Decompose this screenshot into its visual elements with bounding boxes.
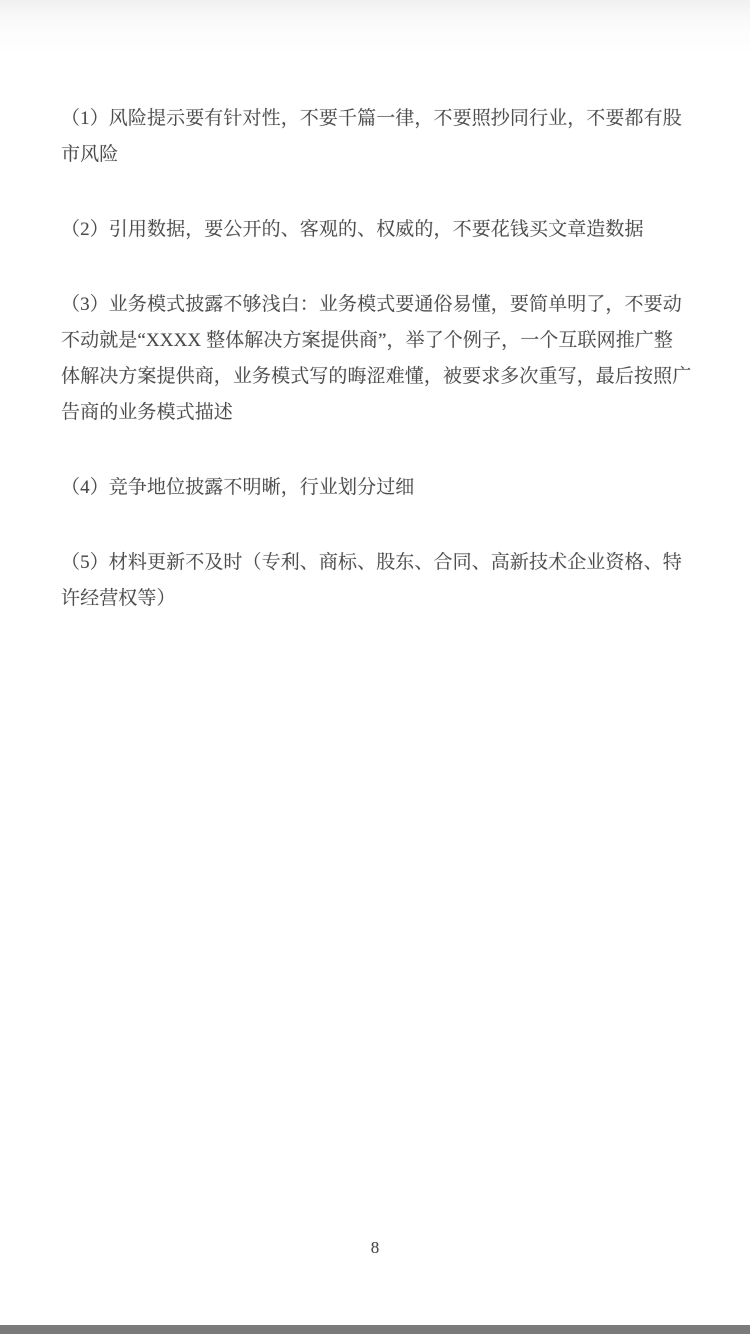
page-number: 8 — [370, 1238, 380, 1257]
paragraph-line: 不动就是“XXXX 整体解决方案提供商”，举了个例子，一个互联网推广整 — [61, 330, 674, 351]
list-item-5 — [61, 545, 689, 617]
paragraph-line: （3）业务模式披露不够浅白：业务模式要通俗易懂，要简单明了，不要动 — [61, 294, 682, 315]
paragraph-line: 告商的业务模式描述 — [61, 402, 233, 423]
paragraph-line: 市风险 — [61, 144, 119, 165]
list-item-2 — [61, 212, 689, 248]
bottom-edge-bar — [0, 1325, 750, 1334]
document-body — [0, 101, 750, 656]
paragraph-line: （5）材料更新不及时（专利、商标、股东、合同、高新技术企业资格、特 — [61, 552, 682, 573]
paragraph-line: 许经营权等） — [61, 588, 176, 609]
list-item-3 — [61, 287, 692, 431]
paragraph-line: （1）风险提示要有针对性，不要千篇一律，不要照抄同行业，不要都有股 — [61, 108, 682, 129]
list-item-1 — [61, 101, 689, 173]
paragraph-line: （4）竞争地位披露不明晰，行业划分过细 — [61, 477, 415, 498]
list-item-4 — [61, 470, 689, 506]
paragraph-line: 体解决方案提供商，业务模式写的晦涩难懂，被要求多次重写，最后按照广 — [61, 366, 692, 387]
paragraph-line: （2）引用数据，要公开的、客观的、权威的，不要花钱买文章造数据 — [61, 219, 644, 240]
